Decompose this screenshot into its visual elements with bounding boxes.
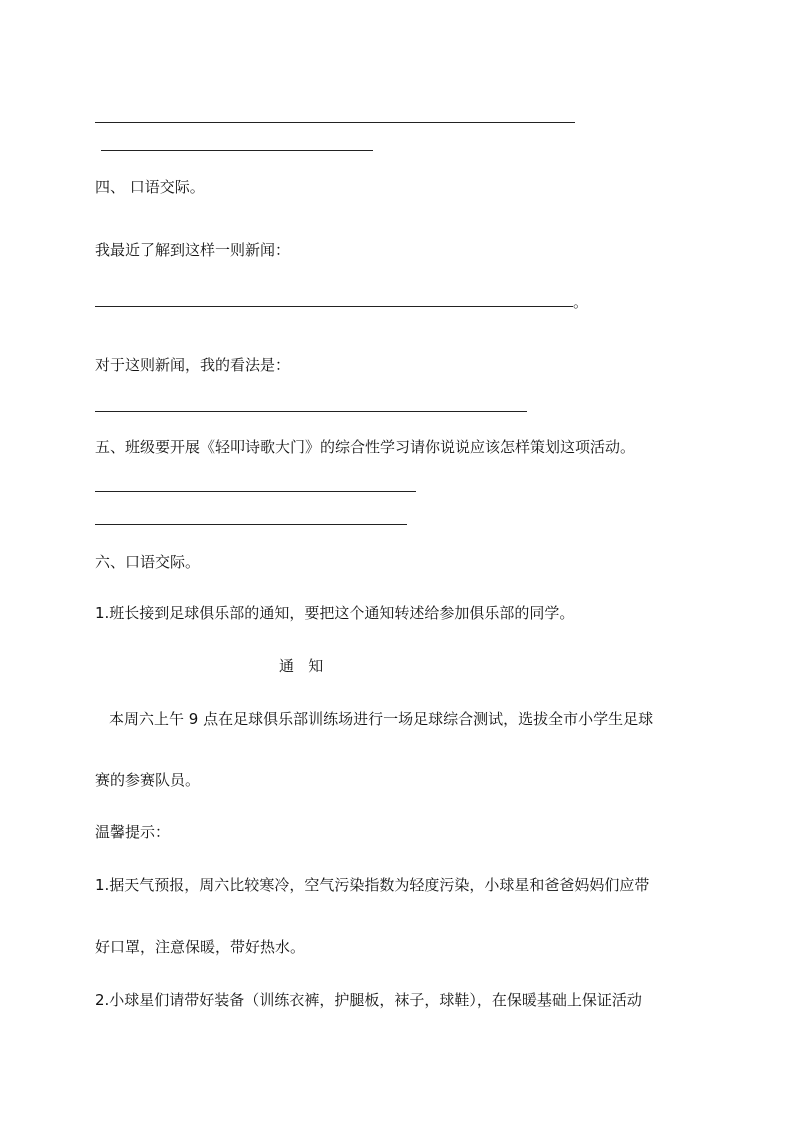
answer-line[interactable]	[95, 491, 416, 492]
section-five-heading: 五、班级要开展《轻叩诗歌大门》的综合性学习请你说说应该怎样策划这项活动。	[95, 438, 636, 456]
notice-body-line: 赛的参赛队员。	[95, 771, 201, 789]
tip-line: 1.据天气预报，周六比较寒冷，空气污染指数为轻度污染，小球星和爸爸妈妈们应带	[95, 876, 650, 894]
line-end-punctuation: 。	[573, 293, 589, 311]
answer-line[interactable]	[95, 411, 527, 412]
answer-line[interactable]	[95, 524, 407, 525]
tip-line: 2.小球星们请带好装备（训练衣裤，护腿板，袜子，球鞋），在保暖基础上保证活动	[95, 991, 642, 1009]
tips-heading: 温馨提示：	[95, 823, 171, 841]
answer-line[interactable]	[95, 122, 575, 123]
section-six-heading: 六、口语交际。	[95, 553, 201, 571]
notice-title: 通 知	[279, 657, 324, 675]
notice-body-line: 本周六上午 9 点在足球俱乐部训练场进行一场足球综合测试，选拔全市小学生足球	[109, 710, 654, 728]
news-answer-line[interactable]	[95, 290, 588, 312]
section-four-heading: 四、 口语交际。	[95, 178, 205, 196]
answer-line[interactable]	[101, 150, 373, 151]
question-one: 1.班长接到足球俱乐部的通知，要把这个通知转述给参加俱乐部的同学。	[95, 604, 575, 622]
opinion-prompt: 对于这则新闻，我的看法是：	[95, 356, 291, 374]
news-prompt: 我最近了解到这样一则新闻：	[95, 241, 291, 259]
tip-line: 好口罩，注意保暖，带好热水。	[95, 938, 306, 956]
answer-line[interactable]	[95, 290, 573, 307]
